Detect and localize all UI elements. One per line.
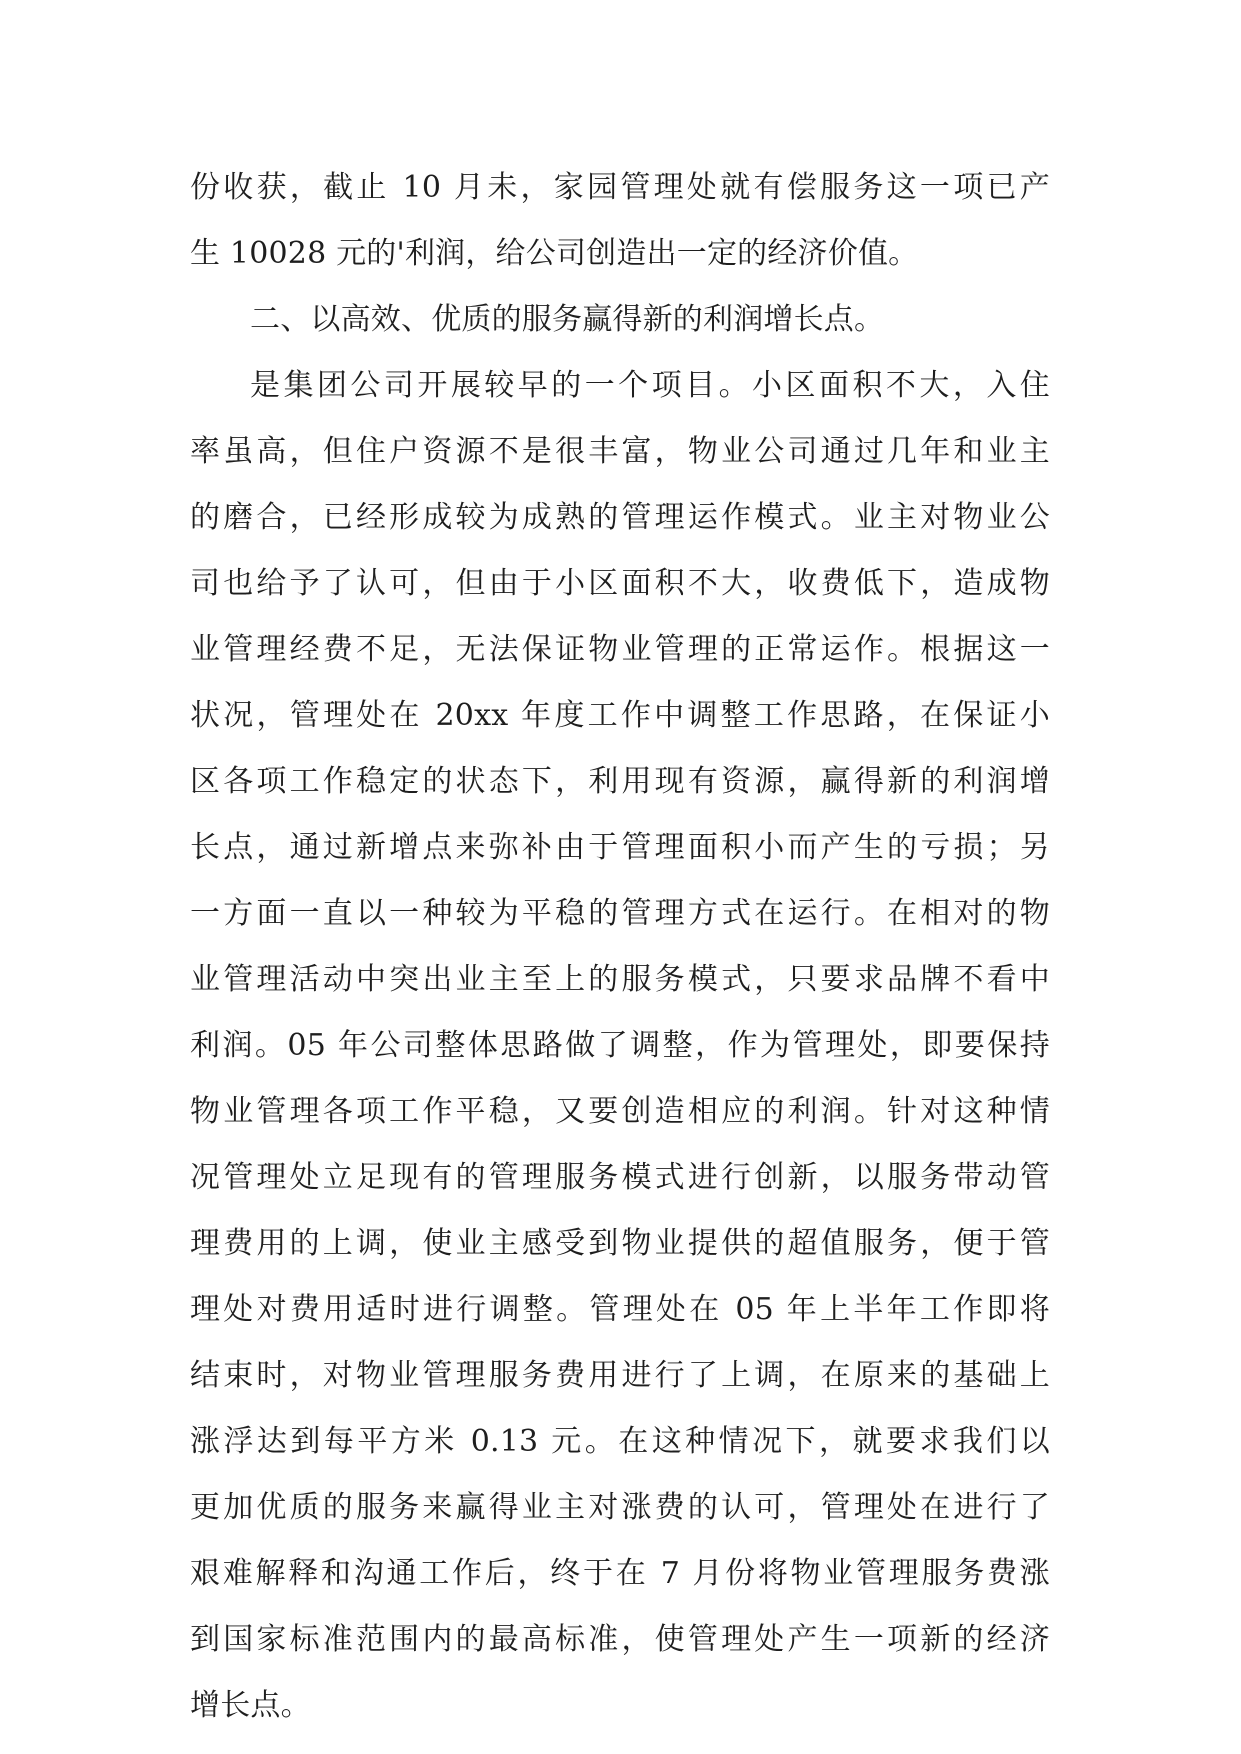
paragraph-2-line: 物业管理各项工作平稳，又要创造相应的利润。针对这种情 — [190, 1094, 1050, 1129]
paragraph-2-line: 况管理处立足现有的管理服务模式进行创新，以服务带动管 — [190, 1160, 1050, 1195]
paragraph-2-line: 的磨合，已经形成较为成熟的管理运作模式。业主对物业公 — [190, 500, 1050, 535]
paragraph-2-line: 状况，管理处在 20xx 年度工作中调整工作思路，在保证小 — [190, 698, 1050, 733]
paragraph-2-line: 结束时，对物业管理服务费用进行了上调，在原来的基础上 — [190, 1358, 1050, 1393]
paragraph-2-line: 业管理经费不足，无法保证物业管理的正常运作。根据这一 — [190, 632, 1050, 667]
paragraph-1-line: 份收获，截止 10 月未，家园管理处就有偿服务这一项已产 — [190, 170, 1050, 205]
section-heading: 二、以高效、优质的服务赢得新的利润增长点。 — [250, 302, 885, 337]
paragraph-2-line: 率虽高，但住户资源不是很丰富，物业公司通过几年和业主 — [190, 434, 1050, 469]
paragraph-2-line: 业管理活动中突出业主至上的服务模式，只要求品牌不看中 — [190, 962, 1050, 997]
document-body — [190, 155, 1050, 1739]
paragraph-2-line: 区各项工作稳定的状态下，利用现有资源，赢得新的利润增 — [190, 764, 1050, 799]
paragraph-2-line: 司也给予了认可，但由于小区面积不大，收费低下，造成物 — [190, 566, 1050, 601]
paragraph-2-line: 利润。05 年公司整体思路做了调整，作为管理处，即要保持 — [190, 1028, 1050, 1063]
paragraph-2-line: 是集团公司开展较早的一个项目。小区面积不大，入住 — [250, 368, 1050, 403]
paragraph-2-line: 到国家标准范围内的最高标准，使管理处产生一项新的经济 — [190, 1622, 1050, 1657]
paragraph-2-line: 长点，通过新增点来弥补由于管理面积小而产生的亏损；另 — [190, 830, 1050, 865]
paragraph-2-line: 理处对费用适时进行调整。管理处在 05 年上半年工作即将 — [190, 1292, 1050, 1327]
paragraph-2-line: 增长点。 — [190, 1688, 311, 1723]
paragraph-2-line: 涨浮达到每平方米 0.13 元。在这种情况下，就要求我们以 — [190, 1424, 1050, 1459]
paragraph-2-line: 更加优质的服务来赢得业主对涨费的认可，管理处在进行了 — [190, 1490, 1050, 1525]
paragraph-2-line: 艰难解释和沟通工作后，终于在 7 月份将物业管理服务费涨 — [190, 1556, 1050, 1591]
paragraph-2-line: 理费用的上调，使业主感受到物业提供的超值服务，便于管 — [190, 1226, 1050, 1261]
paragraph-1-line: 生 10028 元的'利润，给公司创造出一定的经济价值。 — [190, 236, 919, 271]
paragraph-2-line: 一方面一直以一种较为平稳的管理方式在运行。在相对的物 — [190, 896, 1050, 931]
